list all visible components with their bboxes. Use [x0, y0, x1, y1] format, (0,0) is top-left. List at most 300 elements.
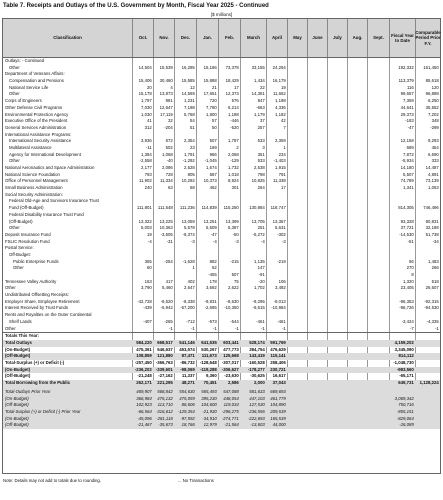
- table-cell: 1: [283, 144, 286, 150]
- table-cell: 24,294: [272, 64, 286, 70]
- table-cell: -128,648: [199, 359, 217, 365]
- table-cell: 3,492: [275, 285, 286, 291]
- table-cell: 113,379: [398, 78, 414, 84]
- table-title: Table 7. Receipts and Outlays of the U.S. Government by Month, Fiscal Year 2025 - Continued: [3, 3, 269, 9]
- row-label: Executive Office of the President: [5, 118, 68, 124]
- table-row: [3, 198, 440, 205]
- table-cell: 257: [257, 124, 265, 130]
- row-label: (Off-Budget): [9, 218, 33, 224]
- table-cell: 462: [209, 185, 217, 191]
- table-cell: 395,230: [201, 395, 217, 401]
- table-cell: -306,627: [221, 366, 239, 372]
- table-cell: 15,888: [203, 78, 217, 84]
- row-label: Outlays: - Continued: [5, 58, 45, 63]
- table-cell: -10,984: [271, 305, 286, 311]
- table-cell: 51,738: [425, 231, 439, 237]
- table-row: [3, 259, 440, 266]
- table-cell: 11,338: [272, 178, 286, 184]
- table-row: [3, 380, 440, 387]
- table-cell: 10,373: [203, 178, 217, 184]
- table-cell: 17: [281, 185, 286, 191]
- table-cell: 1,341: [403, 185, 414, 191]
- table-cell: 1,384: [141, 151, 152, 157]
- table-cell: 87,471: [181, 353, 195, 359]
- table-cell: 4: [170, 84, 173, 90]
- table-cell: 74,789: [400, 178, 414, 184]
- row-label: Total-Surplus (+) or Deficit (-): [5, 359, 65, 365]
- table-cell: 32: [168, 118, 173, 124]
- table-cell: 6,214: [228, 104, 239, 110]
- table-cell: 507: [231, 272, 239, 277]
- table-row: [3, 192, 440, 199]
- table-cell: 111,548: [157, 205, 173, 211]
- table-cell: 384,754: [249, 346, 265, 352]
- table-cell: -47: [210, 231, 217, 237]
- row-label: National Science Foundation: [5, 171, 60, 177]
- col-header-12: Sept.: [367, 19, 389, 57]
- table-cell: 75: [234, 278, 239, 284]
- table-cell: 1,702: [254, 285, 265, 291]
- table-cell: 1,434: [254, 78, 265, 84]
- table-cell: 475,132: [157, 395, 173, 401]
- table-cell: -1: [434, 325, 439, 331]
- table-cell: 1,732: [228, 165, 239, 170]
- table-cell: -20: [258, 278, 265, 284]
- table-cell: 163: [144, 278, 152, 284]
- table-cell: 19: [281, 84, 286, 90]
- table-cell: 5,387: [228, 225, 239, 231]
- col-header-7: April: [266, 19, 287, 57]
- table-cell: 12,158: [400, 138, 414, 144]
- table-cell: 51: [190, 124, 195, 130]
- table-cell: 3: [262, 144, 265, 150]
- table-cell: 21: [212, 84, 217, 90]
- table-cell: -30,625: [250, 373, 265, 379]
- row-label: Office of Personnel Management: [5, 178, 68, 184]
- table-cell: 37: [260, 118, 265, 124]
- table-cell: 13,225: [159, 218, 173, 224]
- table-cell: 106: [278, 278, 286, 284]
- table-row: [3, 185, 440, 192]
- table-cell: -8,630: [226, 298, 239, 304]
- table-row: [3, 292, 440, 299]
- table-cell: 1,030: [141, 111, 152, 117]
- table-cell: 50: [212, 124, 217, 130]
- data-table: [2, 18, 441, 474]
- table-row: [3, 387, 440, 396]
- table-cell: 547,088: [223, 388, 239, 394]
- table-cell: 266: [431, 265, 439, 271]
- table-cell: 143,419: [249, 353, 265, 359]
- table-cell: -21,467: [137, 422, 152, 428]
- table-row: [3, 252, 440, 259]
- table-cell: 15,406: [138, 78, 152, 84]
- table-cell: 533: [257, 158, 265, 164]
- table-cell: -66,564: [137, 409, 152, 415]
- row-label: Small Business Administration: [5, 185, 63, 191]
- table-cell: 169: [209, 144, 217, 150]
- table-row: [3, 422, 440, 429]
- row-label: Rents and Royalties on the Outer Continental: [5, 312, 92, 318]
- table-cell: 111,236: [179, 205, 195, 211]
- table-cell: -183: [405, 118, 414, 124]
- row-label: Employer Share, Employee Retirement: [5, 298, 80, 304]
- table-cell: 2,068: [228, 151, 239, 157]
- table-cell: -236,202: [134, 366, 152, 372]
- table-cell: -1: [212, 325, 217, 331]
- table-cell: -91: [258, 272, 265, 277]
- table-row: [3, 312, 440, 319]
- table-cell: -3: [281, 238, 286, 244]
- table-cell: 16,617: [272, 373, 286, 379]
- table-cell: 113,710: [157, 402, 173, 408]
- table-cell: 118,747: [270, 205, 286, 211]
- table-row: [3, 85, 440, 92]
- row-label: Interest Received by Trust Funds: [5, 305, 69, 311]
- table-cell: 37,043: [272, 380, 286, 385]
- col-header-6: March: [240, 19, 266, 57]
- table-cell: 4,891: [428, 171, 439, 177]
- table-cell: 366,984: [136, 395, 152, 401]
- row-label: Multilateral Assistance: [9, 144, 52, 150]
- table-cell: -215: [230, 258, 239, 264]
- table-cell: -1,403: [273, 158, 286, 164]
- table-cell: 17,651: [203, 91, 217, 97]
- table-row: [3, 340, 440, 347]
- table-cell: 3,936: [141, 138, 152, 144]
- table-cell: -1,045: [204, 158, 217, 164]
- table-cell: 12,647: [159, 104, 173, 110]
- table-cell: 44,000: [272, 422, 286, 428]
- table-cell: 26,607: [425, 285, 439, 291]
- table-row: [3, 265, 440, 272]
- table-row: [3, 98, 440, 105]
- table-cell: -254: [164, 258, 173, 264]
- table-cell: 1,188: [228, 111, 239, 117]
- col-header-4: Jan.: [196, 19, 218, 57]
- table-row: [3, 112, 440, 119]
- table-cell: 7,030: [141, 104, 152, 110]
- col-header-14: Comparable Period Prior F.Y.: [415, 19, 440, 57]
- table-cell: 301: [231, 185, 239, 191]
- table-cell: 111,673: [201, 353, 217, 359]
- table-cell: 518: [431, 278, 439, 284]
- row-label: Off-Budget:: [9, 251, 31, 257]
- table-cell: 1,068: [162, 151, 173, 157]
- table-cell: -9,013: [273, 298, 286, 304]
- table-cell: 7,359: [403, 98, 414, 104]
- table-cell: 115,141: [270, 353, 286, 359]
- row-label: (Off-Budget): [5, 402, 29, 408]
- table-row: [3, 225, 440, 232]
- table-cell: 2,086: [162, 165, 173, 170]
- col-header-1: Oct.: [132, 19, 153, 57]
- table-cell: 798: [257, 171, 265, 177]
- row-label: Other: [9, 225, 20, 231]
- table-cell: 13,322: [138, 218, 152, 224]
- table-cell: -439: [143, 305, 152, 311]
- table-cell: 33,155: [251, 64, 265, 70]
- table-cell: 93,328: [400, 218, 414, 224]
- table-row: [3, 319, 440, 326]
- col-header-5: Feb.: [218, 19, 240, 57]
- row-label: Public Enterprise Funds: [13, 258, 59, 264]
- row-label: National Service Life: [9, 84, 49, 90]
- table-cell: -9,831: [204, 298, 217, 304]
- table-cell: 2,622: [228, 285, 239, 291]
- table-cell: 1,182: [275, 111, 286, 117]
- table-cell: -96,726: [399, 305, 414, 311]
- table-cell: -236,556: [247, 409, 265, 415]
- table-cell: -307,017: [221, 359, 239, 365]
- table-cell: 2,538: [254, 165, 265, 170]
- table-cell: 130,884: [249, 205, 265, 211]
- table-row: [3, 105, 440, 112]
- table-cell: -3,424: [401, 318, 414, 324]
- table-cell: 30,460: [159, 78, 173, 84]
- table-cell: 165,539: [270, 415, 286, 421]
- table-cell: 11,662: [272, 91, 286, 97]
- table-cell: 2,528: [184, 165, 195, 170]
- table-cell: 13,873: [159, 91, 173, 97]
- table-cell: -50: [232, 231, 239, 237]
- row-label: Other: [9, 91, 20, 97]
- table-cell: 417: [165, 278, 173, 284]
- row-label: Department of Veterans Affairs:: [5, 71, 65, 77]
- table-cell: -4: [260, 238, 265, 244]
- row-label: Deposit Insurance Fund: [5, 231, 51, 237]
- table-cell: -222,693: [247, 415, 265, 421]
- table-row: [3, 232, 440, 239]
- table-cell: 10,363: [159, 225, 173, 231]
- table-cell: -983,560: [396, 366, 414, 372]
- table-cell: 641,535: [201, 339, 217, 345]
- table-cell: 88,606: [181, 402, 195, 408]
- table-cell: 9,360: [206, 373, 217, 379]
- table-cell: 13,059: [181, 218, 195, 224]
- table-row: [3, 58, 440, 65]
- table-cell: 475,059: [179, 395, 195, 401]
- table-cell: -219: [277, 258, 286, 264]
- table-cell: -21,930: [202, 409, 217, 415]
- table-cell: 402: [187, 278, 195, 284]
- table-row: [3, 91, 440, 98]
- table-cell: 7,198: [184, 104, 195, 110]
- table-row: [3, 125, 440, 132]
- table-row: [3, 396, 440, 403]
- table-cell: 115,250: [223, 205, 239, 211]
- table-row: [3, 326, 440, 333]
- table-row: [3, 145, 440, 152]
- table-cell: 17: [234, 84, 239, 90]
- table-cell: 1,797: [228, 138, 239, 144]
- table-cell: 19: [147, 231, 152, 237]
- table-cell: 35,552: [425, 104, 439, 110]
- col-header-10: July: [327, 19, 347, 57]
- table-cell: -299: [430, 124, 439, 130]
- table-cell: -455: [208, 272, 217, 277]
- table-cell: -855,151: [396, 409, 414, 415]
- table-cell: 10,825: [251, 178, 265, 184]
- table-cell: 591,769: [270, 339, 286, 345]
- table-header: [3, 19, 440, 58]
- row-label: Tennessee Valley Authority: [5, 278, 57, 284]
- col-header-0: Classification: [53, 35, 82, 41]
- table-cell: 57: [212, 118, 217, 124]
- table-cell: 2,000: [254, 380, 265, 385]
- table-cell: 11,337: [181, 373, 195, 379]
- table-cell: 507: [209, 138, 217, 144]
- table-cell: 13,367: [272, 218, 286, 224]
- table-cell: -94,530: [424, 305, 439, 311]
- row-label: (Off-Budget): [5, 373, 31, 379]
- table-cell: 814,305: [398, 205, 414, 211]
- table-cell: 6,690: [428, 151, 439, 157]
- table-cell: -129: [230, 158, 239, 164]
- table-row: [3, 165, 440, 172]
- table-cell: -3: [190, 238, 195, 244]
- table-cell: -544: [230, 318, 239, 324]
- table-cell: 15,585: [181, 78, 195, 84]
- table-cell: 1,018: [228, 171, 239, 177]
- table-cell: -366,763: [155, 359, 173, 365]
- row-label: Other: [5, 325, 16, 331]
- table-row: [3, 65, 440, 72]
- table-cell: -13,603: [250, 422, 265, 428]
- table-cell: 791: [278, 171, 286, 177]
- table-cell: 192,332: [398, 64, 414, 70]
- table-cell: -5,272: [252, 231, 265, 237]
- table-cell: 15,178: [138, 91, 152, 97]
- table-cell: 12,979: [203, 422, 217, 428]
- table-cell: 116: [406, 84, 414, 90]
- table-cell: 102,923: [136, 402, 152, 408]
- table-cell: 5,578: [184, 225, 195, 231]
- table-cell: -14,530: [399, 231, 414, 237]
- table-cell: 73,378: [225, 64, 239, 70]
- table-cell: 44,641: [400, 104, 414, 110]
- table-cell: 793: [144, 171, 152, 177]
- table-cell: 60: [147, 265, 152, 271]
- table-cell: 5,507: [403, 171, 414, 177]
- table-cell: 576: [231, 98, 239, 104]
- table-cell: -34: [432, 238, 439, 244]
- table-cell: 603,441: [223, 339, 239, 345]
- table-cell: -5,942: [160, 305, 173, 311]
- table-cell: 104,600: [201, 402, 217, 408]
- row-label: International Security Assistance: [9, 138, 72, 144]
- table-row: [3, 402, 440, 409]
- table-cell: 447,103: [249, 395, 265, 401]
- table-row: [3, 152, 440, 159]
- table-cell: 15,539: [159, 64, 173, 70]
- table-cell: 230,721: [270, 366, 286, 372]
- table-cell: -1: [168, 325, 173, 331]
- table-cell: -92,315: [424, 298, 439, 304]
- table-cell: 2,359: [275, 138, 286, 144]
- table-cell: 9,293: [428, 138, 439, 144]
- table-cell: 8: [411, 272, 414, 277]
- table-cell: -663: [256, 104, 265, 110]
- table-cell: 4,159,202: [394, 339, 414, 345]
- table-cell: -57,200: [180, 305, 195, 311]
- table-cell: 11,902: [138, 178, 152, 184]
- table-cell: 147: [257, 265, 265, 271]
- table-cell: -11: [145, 144, 152, 150]
- table-row: [3, 219, 440, 226]
- table-cell: 56: [409, 258, 414, 264]
- table-row: [3, 178, 440, 185]
- table-cell: 476,629: [270, 346, 286, 352]
- table-cell: 240: [144, 185, 152, 191]
- table-cell: -47: [407, 124, 414, 130]
- table-cell: 62: [212, 265, 217, 271]
- table-cell: 258,406: [270, 359, 286, 365]
- table-cell: 54: [190, 118, 195, 124]
- table-cell: 16,179: [272, 78, 286, 84]
- table-cell: 477,773: [223, 346, 239, 352]
- row-label: Federal Disability Insurance Trust Fund: [9, 211, 84, 217]
- table-cell: 234: [278, 151, 286, 157]
- table-cell: 7,202: [428, 111, 439, 117]
- table-cell: -10,350: [224, 305, 239, 311]
- table-cell: -27,162: [158, 373, 173, 379]
- table-cell: 14,504: [138, 64, 152, 70]
- row-label: (On-Budget): [5, 366, 31, 372]
- table-cell: 22: [260, 84, 265, 90]
- table-cell: 1,800: [206, 111, 217, 117]
- table-cell: -407: [143, 318, 152, 324]
- table-cell: 15,166: [203, 64, 217, 70]
- table-row: [3, 416, 440, 423]
- table-cell: 178: [209, 278, 217, 284]
- table-cell: 5,003: [141, 225, 152, 231]
- table-cell: 5,460: [162, 285, 173, 291]
- row-label: Undistributed Offsetting Receipts:: [5, 292, 69, 298]
- table-cell: 13,705: [251, 218, 265, 224]
- table-cell: 12: [190, 84, 195, 90]
- table-cell: 120: [431, 84, 439, 90]
- table-cell: 333: [431, 158, 439, 164]
- row-label: (Off-Budget): [5, 353, 31, 359]
- table-row: [3, 158, 440, 165]
- table-cell: -86,732: [180, 359, 195, 365]
- table-cell: 11,334: [159, 178, 173, 184]
- table-cell: -829,064: [396, 415, 414, 421]
- table-cell: 264: [257, 185, 265, 191]
- table-cell: -8,520: [160, 298, 173, 304]
- table-cell: 96,888: [425, 91, 439, 97]
- table-cell: 121,880: [157, 353, 173, 359]
- table-cell: -9,374: [182, 231, 195, 237]
- table-cell: -573: [208, 318, 217, 324]
- table-cell: -1: [190, 325, 195, 331]
- table-cell: 3,692: [206, 285, 217, 291]
- table-cell: -21,564: [224, 422, 239, 428]
- table-cell: 119,034: [223, 402, 239, 408]
- row-label: (On-Budget): [5, 395, 29, 401]
- table-cell: 13,399: [225, 218, 239, 224]
- table-cell: -8,338: [182, 298, 195, 304]
- table-cell: -2,695: [204, 305, 217, 311]
- table-cell: 8,924: [228, 178, 239, 184]
- footer-legend: ... No Transactions: [178, 478, 214, 483]
- table-cell: 68: [190, 185, 195, 191]
- table-cell: 3,790: [141, 285, 152, 291]
- row-label: Fund (Off-Budget): [9, 205, 44, 211]
- row-label: FSLIC Resolution Fund: [5, 238, 50, 244]
- table-cell: 108,859: [136, 353, 152, 359]
